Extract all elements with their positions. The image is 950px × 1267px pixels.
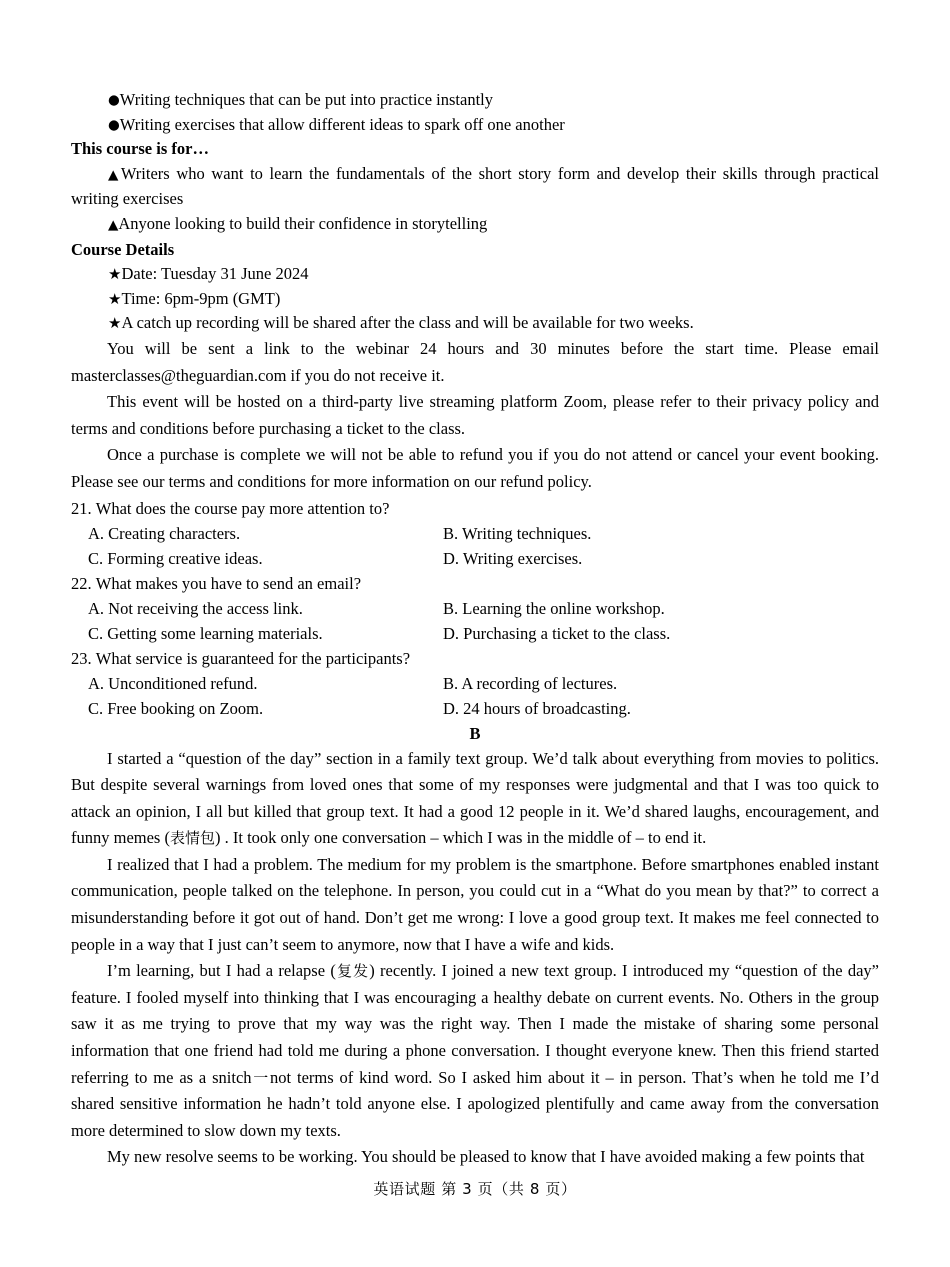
course-highlight-item (71, 88, 879, 113)
question-number: 22. (71, 573, 92, 593)
filled-circle-bullet-icon: ● (108, 116, 120, 133)
cjk-gloss: 一 (251, 1068, 271, 1087)
page-footer-text: 英语试题 第 3 页（共 8 页） (373, 1180, 577, 1198)
audience-heading: This course is for… (71, 139, 209, 159)
question-number: 21. (71, 498, 92, 518)
filled-star-bullet-icon: ★ (108, 289, 122, 308)
option-a[interactable]: A. Not receiving the access link. (88, 598, 303, 618)
reading-paragraph: My new resolve seems to be working. You should be pleased to know that I have avoided making a few points that (107, 1147, 865, 1167)
option-c[interactable]: C. Forming creative ideas. (88, 548, 263, 568)
course-highlight-text: Writing techniques that can be put into practice instantly (119, 90, 494, 109)
reading-paragraph: I’m learning, but I had a relapse (复发) recently. I joined a new text group. I introduced my “question of the day” feature. I fooled myself into thinking that I was encouraging a healthy debate on current events. No. Others in the group saw it as me trying to prove that my way was the right way. Then I made the mistake of sharing some personal information that one friend had told me during a phone conversation. I thought everyone knew. Then this friend started referring to me as a snitch一not terms of kind word. So I asked him about it – in person. That’s when he told me I’d shared sensitive information he hadn’t told anyone else. I apologized plentifully and came away from the conversation more determined to slow down my texts. (71, 961, 879, 1140)
filled-star-bullet-icon: ★ (108, 314, 122, 333)
question-stem (71, 571, 879, 596)
course-detail-item (71, 287, 879, 312)
option-b[interactable]: B. Writing techniques. (443, 523, 592, 543)
question-option-row (71, 546, 879, 571)
audience-item-text: Writers who want to learn the fundamentals of the short story form and develop their skills through practical writing exercises (71, 163, 879, 209)
cjk-gloss: 表情包 (169, 829, 215, 848)
audience-item-text: Anyone looking to build their confidence in storytelling (118, 213, 488, 233)
option-b[interactable]: B. A recording of lectures. (443, 673, 618, 693)
question-option-row (71, 596, 879, 621)
filled-triangle-bullet-icon: ▲ (108, 216, 119, 233)
filled-circle-bullet-icon: ● (108, 92, 120, 108)
question-option-row (71, 671, 879, 696)
option-b[interactable]: B. Learning the online workshop. (443, 598, 665, 618)
course-detail-text: Date: Tuesday 31 June 2024 (121, 264, 309, 284)
course-note-paragraph: Once a purchase is complete we will not be able to refund you if you do not attend or cancel your event booking. Please see our terms and conditions for more information on our refund policy. (71, 445, 879, 491)
audience-item (71, 162, 879, 212)
option-c[interactable]: C. Getting some learning materials. (88, 623, 323, 643)
question-text: What makes you have to send an email? (95, 573, 362, 593)
section-label-b: B (469, 723, 481, 743)
option-a[interactable]: A. Unconditioned refund. (88, 673, 258, 693)
option-d[interactable]: D. 24 hours of broadcasting. (443, 698, 631, 718)
audience-item (71, 212, 879, 238)
course-note-paragraph: This event will be hosted on a third-party live streaming platform Zoom, please refer to their privacy policy and terms and conditions before purchasing a ticket to the class. (71, 392, 879, 438)
page-footer (0, 1178, 950, 1199)
question-option-row (71, 621, 879, 646)
filled-triangle-bullet-icon: ▲ (108, 166, 121, 183)
reading-paragraph: I started a “question of the day” section in a family text group. We’d talk about everything from movies to politics. But despite several warnings from loved ones that some of my responses were judgmental and that I was too quick to attack an opinion, I all but killed that group text. It had a good 12 people in it. We’d shared laughs, encouragement, and funny memes (表情包) . It took only one conversation – which I was in the middle of – to end it. (71, 748, 879, 848)
question-stem (71, 496, 879, 521)
course-detail-text: Time: 6pm-9pm (GMT) (121, 288, 281, 308)
course-detail-item (71, 262, 879, 287)
course-detail-text: A catch up recording will be shared after the class and will be available for two weeks. (121, 313, 694, 333)
option-c[interactable]: C. Free booking on Zoom. (88, 698, 264, 718)
exam-page-content (71, 88, 879, 1171)
option-d[interactable]: D. Purchasing a ticket to the class. (443, 623, 671, 643)
course-details-heading: Course Details (71, 239, 175, 259)
option-d[interactable]: D. Writing exercises. (443, 548, 583, 568)
question-text: What service is guaranteed for the participants? (95, 648, 411, 668)
filled-star-bullet-icon: ★ (108, 265, 122, 284)
course-highlight-text: Writing exercises that allow different ideas to spark off one another (119, 114, 565, 134)
reading-paragraph: I realized that I had a problem. The medium for my problem is the smartphone. Before smartphones enabled instant communication, people talked on the telephone. In person, you could cut in a “What do you mean by that?” to correct a misunderstanding before it got out of hand. Don’t get me wrong: I love a good group text. It makes me feel connected to people in a way that I just can’t seem to anymore, now that I have a wife and kids. (71, 854, 879, 954)
question-option-row (71, 521, 879, 546)
option-a[interactable]: A. Creating characters. (88, 523, 241, 543)
question-number: 23. (71, 648, 92, 668)
question-option-row (71, 696, 879, 721)
course-highlight-item (71, 113, 879, 138)
course-detail-item (71, 311, 879, 336)
cjk-gloss: 复发 (335, 962, 370, 981)
question-text: What does the course pay more attention to? (95, 498, 390, 518)
question-stem (71, 646, 879, 671)
course-note-paragraph: You will be sent a link to the webinar 24 hours and 30 minutes before the start time. Please email masterclasses@theguardian.com if you do not receive it. (71, 338, 879, 385)
